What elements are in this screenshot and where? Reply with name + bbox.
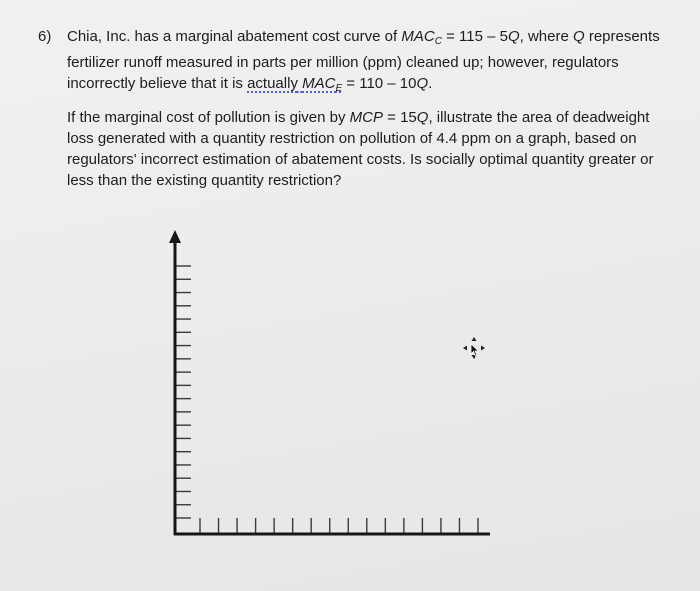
q-symbol-3: Q [416,75,429,92]
question-paragraph-2 [67,107,678,191]
mac-estimate-subscript: E [335,83,343,94]
q-symbol-1: Q [507,28,520,45]
question-number: 6) [38,28,52,45]
y-axis-ticks [175,266,191,518]
blank-graph [160,228,500,543]
move-cursor-icon [462,336,486,360]
actually-word: actually [247,75,298,92]
p2-text-1: If the marginal cost of pollution is given by [67,109,350,126]
mac-estimate-equation: = 110 – 10 [342,75,417,92]
p1-text-3: represents fertilizer runoff measured in parts per million (ppm) cleaned up; however, regulators incorrectly believe that it is [67,28,660,92]
y-axis-arrow [169,230,181,243]
underlined-estimate [247,75,342,92]
mac-equation: = 115 – 5 [441,28,508,45]
mac-symbol: MAC [401,28,435,45]
x-axis-ticks [200,518,478,534]
question-6 [38,26,678,191]
q-symbol-2: Q [572,28,585,45]
p1-text-1: Chia, Inc. has a marginal abatement cost curve of [67,28,402,45]
mac-estimate-symbol: MAC [302,75,336,92]
p1-end: . [428,75,433,92]
q-symbol-4: Q [416,109,429,126]
mcp-symbol: MCP [349,109,383,126]
p2-text-2: , illustrate the area of deadweight loss generated with a quantity restriction on pollution of 4.4 ppm on a graph, based on regulators' incorrect estimation of abatement costs. Is socially optimal quantity greater or less than the existing quantity restriction? [67,109,654,189]
p1-text-2: , where [519,28,573,45]
mcp-equation: = 15 [383,109,417,126]
mac-subscript: C [434,36,442,47]
question-paragraph-1 [67,26,678,99]
